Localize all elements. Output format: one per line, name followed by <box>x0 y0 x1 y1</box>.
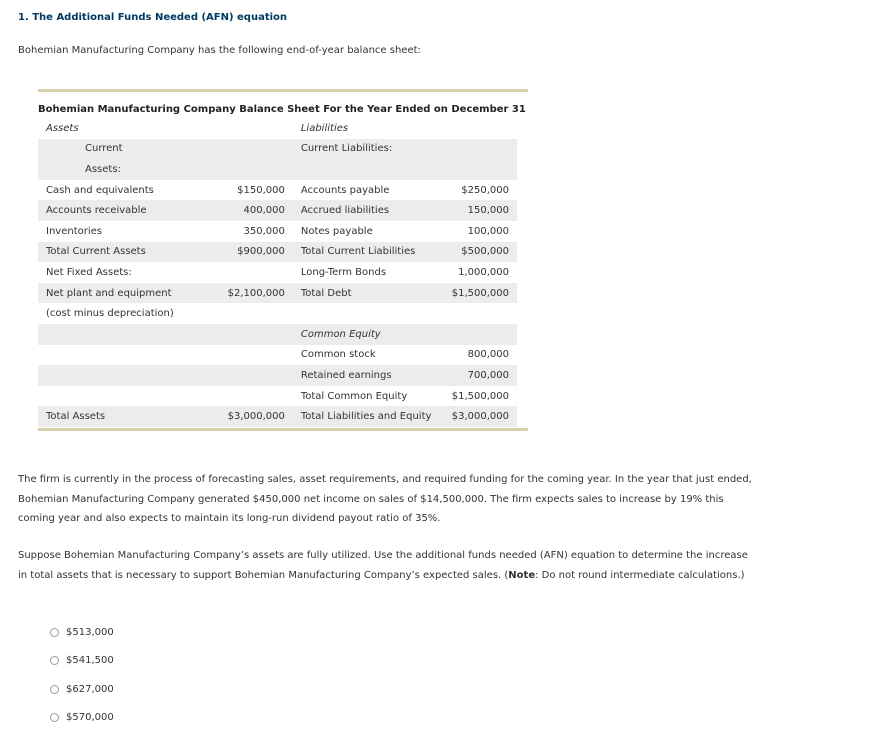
question-text: Suppose Bohemian Manufacturing Company’s assets are fully utilized. Use the additional funds needed (AFN) equation to determine the increase in total assets that is necessary to support Bohemian Manufacturing Company’s expected sales. ( <box>18 550 748 581</box>
liability-value: 150,000 <box>449 200 517 221</box>
header-row <box>38 118 517 139</box>
current-assets-label: Current <box>38 139 216 160</box>
asset-label: Net Fixed Assets: <box>46 266 132 278</box>
asset-label: (cost minus depreciation) <box>46 308 174 320</box>
answer-option-4[interactable] <box>50 704 114 733</box>
question-title: 1. The Additional Funds Needed (AFN) equation <box>18 12 288 23</box>
note-label: Note <box>508 569 536 581</box>
balance-sheet-title: Bohemian Manufacturing Company Balance Sheet For the Year Ended on December 31 <box>38 104 526 115</box>
answer-option-2[interactable] <box>50 647 114 676</box>
total-liab-equity-label: Total Liabilities and Equity <box>291 406 449 427</box>
common-equity-header: Common Equity <box>291 324 449 345</box>
total-liab-equity-value: $3,000,000 <box>449 406 517 427</box>
asset-label: Total Current Assets <box>38 242 216 263</box>
current-liabilities-label: Current Liabilities: <box>291 139 449 160</box>
asset-value: 350,000 <box>243 225 285 237</box>
current-heading-row-2 <box>38 159 517 180</box>
balance-sheet-table <box>38 118 517 427</box>
scenario-paragraph: The firm is currently in the process of forecasting sales, asset requirements, and required funding for the coming year. In the year that just ended, Bohemian Manufacturing Company generated $450,000 net income on sales of $14,500,000. The firm expects sales to increase by 19% this coming year and also expects to maintain its long-run dividend payout ratio of 35%. <box>18 474 752 524</box>
liability-value: $500,000 <box>449 242 517 263</box>
table-row <box>38 180 517 201</box>
balance-sheet <box>38 89 528 431</box>
radio-button[interactable] <box>50 685 59 694</box>
table-row <box>38 345 517 366</box>
totals-row <box>38 406 517 427</box>
radio-button[interactable] <box>50 628 59 637</box>
option-label: $627,000 <box>66 683 114 695</box>
equity-value: $1,500,000 <box>451 390 509 402</box>
table-row <box>38 200 517 221</box>
liability-value: 100,000 <box>467 225 509 237</box>
equity-value: 700,000 <box>449 365 517 386</box>
assets-header: Assets <box>46 122 79 134</box>
table-row <box>38 365 517 386</box>
radio-button[interactable] <box>50 656 59 665</box>
liability-label: Total Current Liabilities <box>291 242 449 263</box>
asset-value: $150,000 <box>237 184 285 196</box>
intro-text: Bohemian Manufacturing Company has the following end-of-year balance sheet: <box>18 45 421 56</box>
note-text: : Do not round intermediate calculations.) <box>535 569 745 581</box>
common-equity-row <box>38 324 517 345</box>
top-rule <box>38 89 528 92</box>
answer-option-1[interactable] <box>50 618 114 647</box>
table-row <box>38 283 517 304</box>
table-row <box>38 221 517 242</box>
answer-option-3[interactable] <box>50 675 114 704</box>
option-label: $513,000 <box>66 626 114 638</box>
table-row <box>38 303 517 324</box>
bottom-rule <box>38 428 528 431</box>
asset-value <box>216 262 291 283</box>
asset-label: Net plant and equipment <box>38 283 216 304</box>
equity-value: 800,000 <box>467 349 509 361</box>
liability-label: Long-Term Bonds <box>300 266 387 278</box>
liability-label: Accounts payable <box>300 184 390 196</box>
equity-label: Total Common Equity <box>300 390 408 402</box>
option-label: $541,500 <box>66 655 114 667</box>
liability-label: Accrued liabilities <box>291 200 449 221</box>
asset-value: 400,000 <box>216 200 291 221</box>
current-assets-label-2: Assets: <box>38 159 216 180</box>
option-label: $570,000 <box>66 712 114 724</box>
asset-label: Accounts receivable <box>38 200 216 221</box>
table-row <box>38 262 517 283</box>
equity-label: Retained earnings <box>291 365 449 386</box>
liability-label: Total Debt <box>291 283 449 304</box>
liability-label: Notes payable <box>300 225 373 237</box>
table-row <box>38 386 517 407</box>
total-assets-label: Total Assets <box>38 406 216 427</box>
total-assets-value: $3,000,000 <box>216 406 291 427</box>
liability-value: $1,500,000 <box>449 283 517 304</box>
radio-button[interactable] <box>50 713 59 722</box>
question-paragraph <box>18 546 758 585</box>
liability-value: 1,000,000 <box>458 266 509 278</box>
answer-options <box>50 618 114 732</box>
asset-value: $2,100,000 <box>216 283 291 304</box>
liability-value: $250,000 <box>461 184 509 196</box>
asset-label: Cash and equivalents <box>46 184 154 196</box>
current-heading-row <box>38 139 517 160</box>
asset-label: Inventories <box>46 225 102 237</box>
equity-label: Common stock <box>300 349 376 361</box>
asset-value: $900,000 <box>216 242 291 263</box>
table-row <box>38 242 517 263</box>
liabilities-header: Liabilities <box>300 122 349 134</box>
